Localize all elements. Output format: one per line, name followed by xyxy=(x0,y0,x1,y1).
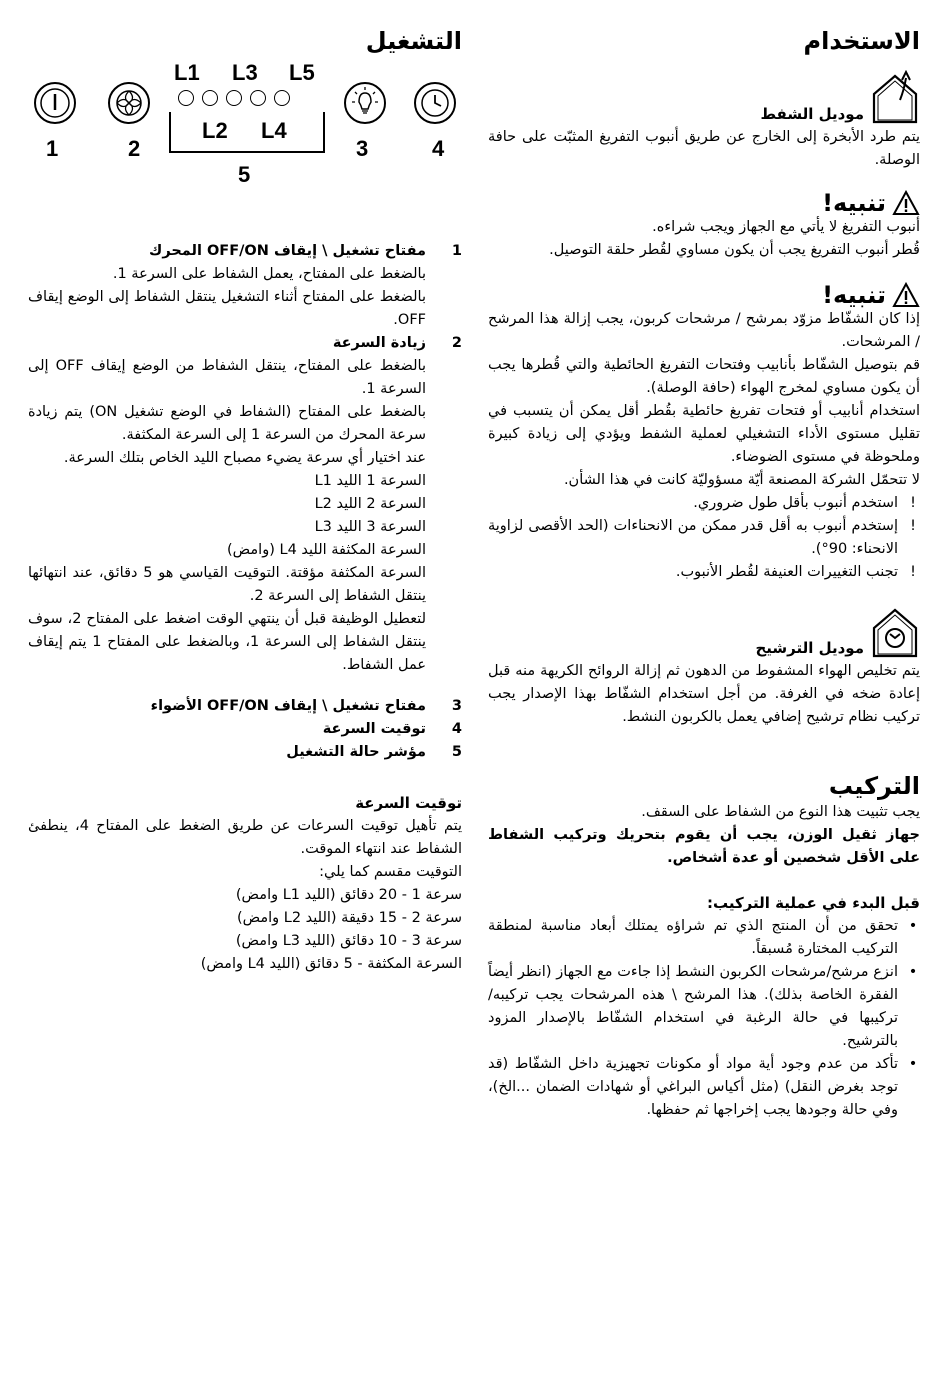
item-line: السرعة المكثفة الليد L4 (وامض) xyxy=(226,542,426,558)
led-label: L4 xyxy=(261,118,287,143)
led-indicator xyxy=(274,90,290,106)
filter-text: يتم تخليص الهواء المشفوط من الدهون ثم إزالة الروائح الكريهة منه قبل إعادة ضخه في الغرفة. من أجل استخدام الشفّاط بهذا الإصدار يجب تركيب نظام ترشيح إضافي يعمل بالكربون النشط. xyxy=(488,663,920,725)
warning2-paragraph: لا تتحمّل الشركة المصنعة أيّة مسؤوليّة كانت في هذا الشأن. xyxy=(563,472,920,488)
install-title: التركيب xyxy=(828,772,920,800)
led-row xyxy=(178,90,290,106)
timer-row: سرعة 1 - 20 دقائق (الليد L1 وامض) xyxy=(235,887,462,903)
install-line: يجب تثبيت هذا النوع من الشفاط على السقف. xyxy=(641,804,920,820)
timer-row: سرعة 2 - 15 دقيقة (الليد L2 وامض) xyxy=(236,910,462,926)
led-label: L5 xyxy=(289,60,315,85)
item-line: بالضغط على المفتاح (الشفاط في الوضع تشغيل ON) يتم زيادة سرعة المحرك من السرعة 1 إلى السرعة المكثفة. xyxy=(28,404,426,443)
timer-button-icon xyxy=(412,80,458,126)
warning-icon xyxy=(892,190,920,216)
warning2-paragraph: قم بتوصيل الشفّاط بأنابيب وفتحات التفريغ الحائطية والتي قُطرها يجب أن يكون مساوي لمخرج الهواء (حافة الوصلة). xyxy=(488,357,920,396)
led-indicator xyxy=(250,90,266,106)
control-item: 1 مفتاح تشغيل \ إيقاف OFF/ON المحرك xyxy=(149,243,462,259)
power-button-icon xyxy=(32,80,78,126)
item-line: السرعة 2 الليد L2 xyxy=(314,496,426,512)
item-line: عند اختيار أي سرعة يضيء مصباح الليد الخاص بتلك السرعة. xyxy=(63,450,426,466)
install-bullet: • تأكد من عدم وجود أية مواد أو مكونات تجهيزية داخل الشفّاط (قد توجد بغرض النقل) (مثل أكياس البراغي أو شهادات الضمان ...الخ)، وفي حالة وجودها يجب إخراجها ثم حفظها. xyxy=(488,1056,918,1118)
item-line: السرعة 1 الليد L1 xyxy=(314,473,426,489)
warning2-paragraph: إذا كان الشفّاط مزوّد بمرشح / مرشحات كربون، يجب إزالة هذا المرشح / المرشحات. xyxy=(488,311,920,350)
button-number: 1 xyxy=(46,136,59,161)
timer-text: يتم تأهيل توقيت السرعات عن طريق الضغط على المفتاح 4، ينطفئ الشفاط عند انتهاء الموقت. xyxy=(28,818,463,857)
warning-icon xyxy=(892,282,920,308)
timer-row: السرعة المكثفة - 5 دقائق (الليد L4 وامض) xyxy=(200,956,462,972)
operation-column xyxy=(28,26,462,56)
control-item: 4 توقيت السرعة xyxy=(322,721,462,737)
led-label: L2 xyxy=(202,118,228,143)
fan-button-icon xyxy=(106,80,152,126)
item-line: بالضغط على المفتاح أثناء التشغيل ينتقل الشفاط إلى الوضع إيقاف OFF. xyxy=(28,289,426,328)
led-indicator xyxy=(226,90,242,106)
operation-title: التشغيل xyxy=(365,27,462,55)
install-bullet: • انزع مرشح/مرشحات الكربون النشط إذا جاءت مع الجهاز (انظر أيضاً الفقرة الخاصة بذلك). هذا المرشح \ هذه المرشحات يجب تركيبه/تركيبها في حالة الرغبة في استخدام الشفّاط بالإصدار المزود بالترشيح. xyxy=(488,964,918,1049)
extract-model-heading: موديل الشفط xyxy=(488,70,920,126)
timer-lead: التوقيت مقسم كما يلي: xyxy=(319,864,462,880)
control-panel-diagram xyxy=(30,60,460,190)
led-indicator xyxy=(178,90,194,106)
before-install-heading: قبل البدء في عملية التركيب: xyxy=(706,894,920,912)
timer-heading: توقيت السرعة xyxy=(355,794,462,812)
control-item: 5 مؤشر حالة التشغيل xyxy=(286,744,462,760)
install-warning: جهاز ثقيل الوزن، يجب أن يقوم بتحريك وتركيب الشفاط على الأقل شخصين أو عدة أشخاص. xyxy=(488,827,920,866)
warning1-line: قُطر أنبوب التفريغ يجب أن يكون مساوي لقُطر حلقة التوصيل. xyxy=(549,242,920,258)
usage-title: الاستخدام xyxy=(803,27,920,55)
warning2-paragraph: استخدام أنابيب أو فتحات تفريغ حائطية بقُطر أقل يمكن أن يتسبب في تقليل مستوى الأداء التشغيلي لعملية الشفط ويؤدي إلى زيادة كبيرة وملحوظة في مستوى الضوضاء. xyxy=(488,403,920,465)
usage-column xyxy=(488,26,920,1122)
control-item: 3 مفتاح تشغيل \ إيقاف OFF/ON الأضواء xyxy=(150,698,462,714)
item-line: بالضغط على المفتاح، ينتقل الشفاط من الوضع إيقاف OFF إلى السرعة 1. xyxy=(28,358,426,397)
warning2-bullet: ! إستخدم أنبوب به أقل قدر ممكن من الانحناءات (الحد الأقصى لزاوية الانحناء: 90°). xyxy=(488,518,916,557)
filter-model-heading: موديل الترشيح xyxy=(488,604,920,660)
led-bracket xyxy=(168,112,328,156)
extract-text: يتم طرد الأبخرة إلى الخارج عن طريق أنبوب التفريغ المثبّت على حافة الوصلة. xyxy=(488,129,920,168)
button-number: 5 xyxy=(238,162,251,187)
control-item: 2 زيادة السرعة xyxy=(332,335,462,351)
item-line: لتعطيل الوظيفة قبل أن ينتهي الوقت اضغط على المفتاح 2، سوف ينتقل الشفاط إلى السرعة 1، وبالضغط على المفتاح 1 يتم إيقاف عمل الشفاط. xyxy=(28,611,426,673)
house-filter-icon xyxy=(870,604,920,660)
button-number: 3 xyxy=(356,136,369,161)
button-number: 4 xyxy=(432,136,445,161)
button-number: 2 xyxy=(128,136,141,161)
light-button-icon xyxy=(342,80,388,126)
item-line: السرعة المكثفة مؤقتة. التوقيت القياسي هو 5 دقائق، عند انتهائها ينتقل الشفاط إلى السرعة 2. xyxy=(28,565,426,604)
led-indicator xyxy=(202,90,218,106)
warning-heading-1: تنبيه! xyxy=(488,190,920,216)
item-line: بالضغط على المفتاح، يعمل الشفاط على السرعة 1. xyxy=(112,266,426,282)
led-label: L3 xyxy=(232,60,258,85)
controls-list xyxy=(28,240,462,976)
item-line: السرعة 3 الليد L3 xyxy=(314,519,426,535)
led-label: L1 xyxy=(174,60,200,85)
warning2-bullet: ! تجنب التغييرات العنيفة لقُطر الأنبوب. xyxy=(675,564,916,580)
warning-heading-2: تنبيه! xyxy=(488,282,920,308)
warning1-line: أنبوب التفريغ لا يأتي مع الجهاز ويجب شراءه. xyxy=(652,219,920,235)
warning2-bullet: ! استخدم أنبوب بأقل طول ضروري. xyxy=(693,495,916,511)
timer-row: سرعة 3 - 10 دقائق (الليد L3 وامض) xyxy=(235,933,462,949)
house-extract-icon xyxy=(870,70,920,126)
install-bullet: • تحقق من أن المنتج الذي تم شراؤه يمتلك أبعاد مناسبة لمنطقة التركيب المختارة مُسبقاً. xyxy=(488,918,918,957)
